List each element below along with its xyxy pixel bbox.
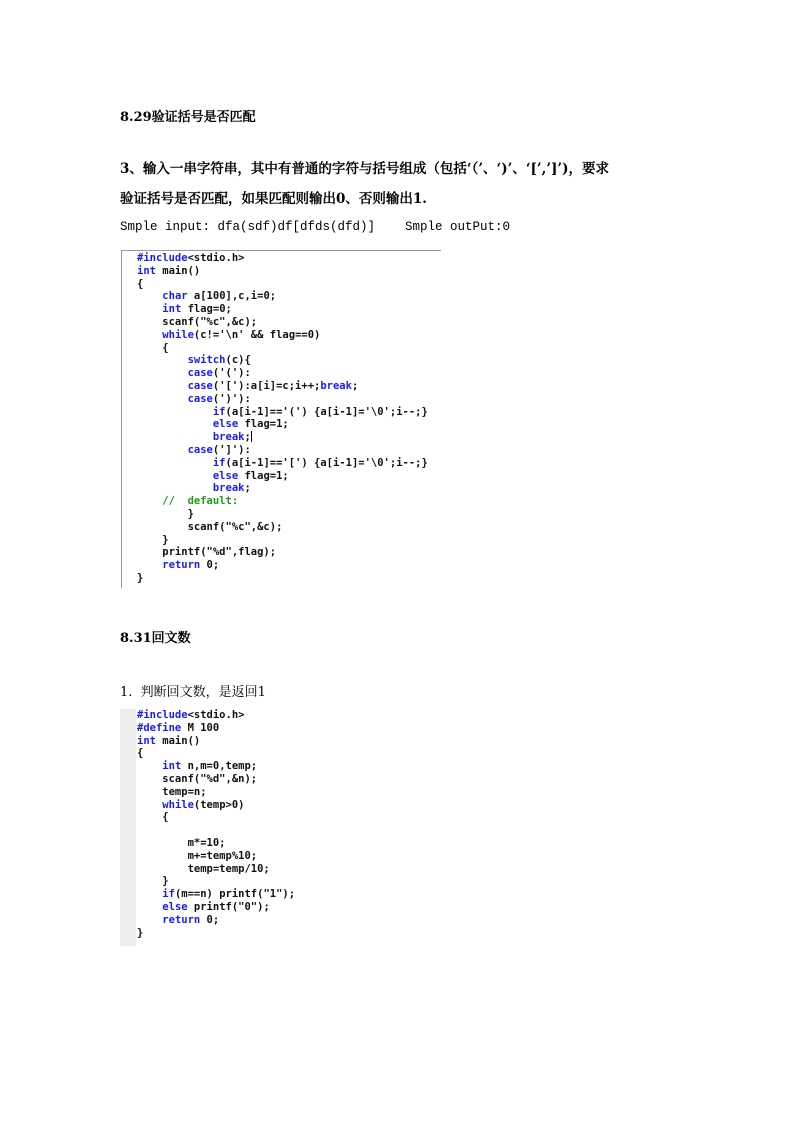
code-line [137,393,428,406]
code-keyword: case [187,443,213,456]
code-keyword: switch [187,354,226,367]
code-line [137,406,428,419]
code-text: scanf("%c",&c); [137,520,283,533]
code-line [137,914,295,927]
code-text [137,406,213,418]
code-text: } [137,571,144,584]
code-text: (']'): [212,443,251,456]
code-block-gutter [120,709,136,946]
code-text [137,444,188,456]
code-line [137,418,428,431]
code-block-bracket-matching [137,252,428,585]
code-text [137,888,162,900]
code-block-left-border [121,250,122,588]
code-text [137,329,162,341]
code-keyword: while [162,798,194,811]
code-line [137,546,428,559]
code-line [137,316,428,329]
code-text [137,799,162,811]
code-keyword: if [212,456,226,469]
code-text: a[100],c,i=0; [187,290,277,303]
code-directive: #include [137,709,188,721]
section-heading-palindrome: 8.31回文数 [120,631,191,646]
code-line [137,773,295,786]
code-text: flag=0; [181,303,232,316]
code-text: (a[i-1]=='(') {a[i-1]='\0';i--;} [225,405,428,418]
code-text [137,367,188,379]
code-line [137,252,428,265]
code-keyword: else [162,900,188,913]
code-comment: // default: [137,495,239,508]
code-text: scanf("%c",&c); [137,315,258,328]
code-text: printf("0"); [187,900,270,913]
code-text: ; [244,482,251,495]
code-directive: #include [137,252,188,264]
section-heading-bracket-matching: 8.29验证括号是否匹配 [120,110,256,125]
code-text: n,m=0,temp; [181,760,258,773]
code-text: 0; [200,913,220,926]
code-text: temp=temp/10; [137,862,270,875]
code-line [137,303,428,316]
code-text: (a[i-1]=='[') {a[i-1]='\0';i--;} [225,456,428,469]
code-text: <stdio.h> [187,252,245,264]
code-text: (c!='\n' && flag==0) [193,328,321,341]
code-text: { [137,747,144,760]
code-text: ; [351,379,359,392]
code-keyword: case [187,392,213,405]
code-line [137,444,428,457]
code-text: <stdio.h> [187,709,245,721]
code-keyword: break [320,379,352,392]
code-keyword: int [162,760,182,773]
code-line [137,534,428,547]
palindrome-description: 1. 判断回文数，是返回1 [120,685,266,700]
code-line [137,888,295,901]
code-keyword: return [162,559,201,572]
code-text: flag=1; [238,469,289,482]
code-line [137,875,295,888]
code-text [137,760,162,772]
code-line [137,457,428,470]
code-keyword: else [212,469,239,482]
code-block-palindrome [137,709,295,939]
code-line [137,927,295,940]
code-line [137,521,428,534]
code-text: ('['):a[i]=c;i++; [212,379,321,392]
code-keyword: while [162,328,194,341]
code-text: { [137,341,169,354]
code-text [137,457,213,469]
code-text: (temp>0) [193,798,245,811]
code-line [137,760,295,773]
code-line [137,837,295,850]
code-text: main() [155,734,201,747]
code-line [137,799,295,812]
code-text [137,290,162,302]
code-keyword: else [212,418,239,431]
code-line [137,265,428,278]
code-line [137,572,428,585]
code-text: { [137,811,169,824]
code-text: (m==n) printf("1"); [174,888,296,901]
code-text: M 100 [181,721,220,734]
code-line [137,722,295,735]
code-line [137,901,295,914]
code-keyword: int [162,303,182,316]
code-line [137,495,428,508]
code-line [137,380,428,393]
code-text [137,914,162,926]
code-text: printf("%d",flag); [137,546,277,559]
code-keyword: break [212,431,245,444]
code-line [137,786,295,799]
code-text: ('('): [212,367,251,380]
code-text [137,559,162,571]
code-text: } [137,507,194,520]
code-text: { [137,277,144,290]
code-keyword: if [162,888,175,901]
code-text: (c){ [225,354,251,367]
code-block-top-border [121,250,441,251]
code-text [137,418,213,430]
code-keyword: case [187,367,213,380]
problem-description-line-1: 3、输入一串字符串，其中有普通的字符与括号组成（包括‘（’、‘)’、‘[’,’]’)，要求 [120,161,609,177]
code-text: } [137,533,169,546]
code-text [137,482,213,494]
code-keyword: break [212,482,245,495]
code-line [137,508,428,521]
code-line [137,824,295,837]
code-line [137,354,428,367]
code-line [137,735,295,748]
code-line [137,863,295,876]
code-text: 0; [200,559,220,572]
code-line [137,367,428,380]
code-text: temp=n; [137,785,207,798]
code-text [137,303,162,315]
code-keyword: if [212,405,226,418]
code-keyword: int [137,734,156,747]
code-text [137,393,188,405]
code-directive: #define [137,721,182,734]
code-text [137,431,213,443]
code-line [137,278,428,291]
code-line [137,342,428,355]
code-text: ; [244,431,251,444]
code-text: flag=1; [238,418,289,431]
code-text: } [137,875,169,888]
code-keyword: int [137,264,156,277]
code-text [137,354,188,366]
code-keyword: case [187,379,213,392]
code-line [137,290,428,303]
code-line [137,559,428,572]
text-cursor [251,431,252,442]
code-line [137,470,428,483]
sample-io-text: Smple input: dfa(sdf)df[dfds(dfd)] Smple outPut:0 [120,220,511,234]
code-text: main() [155,264,201,277]
code-line [137,747,295,760]
code-keyword: return [162,913,201,926]
code-line [137,811,295,824]
code-text: scanf("%d",&n); [137,772,258,785]
code-text: m*=10; [137,836,226,849]
code-text: (')'): [212,392,251,405]
code-line [137,709,295,722]
code-text [137,901,162,913]
code-keyword: char [162,290,188,303]
code-text: } [137,926,144,939]
code-text: m+=temp%10; [137,849,258,862]
code-line [137,329,428,342]
problem-description-line-2: 验证括号是否匹配，如果匹配则输出0、否则输出1. [120,191,427,207]
code-line [137,850,295,863]
code-text [137,380,188,392]
code-line [137,482,428,495]
code-line [137,431,428,444]
code-text [137,470,213,482]
